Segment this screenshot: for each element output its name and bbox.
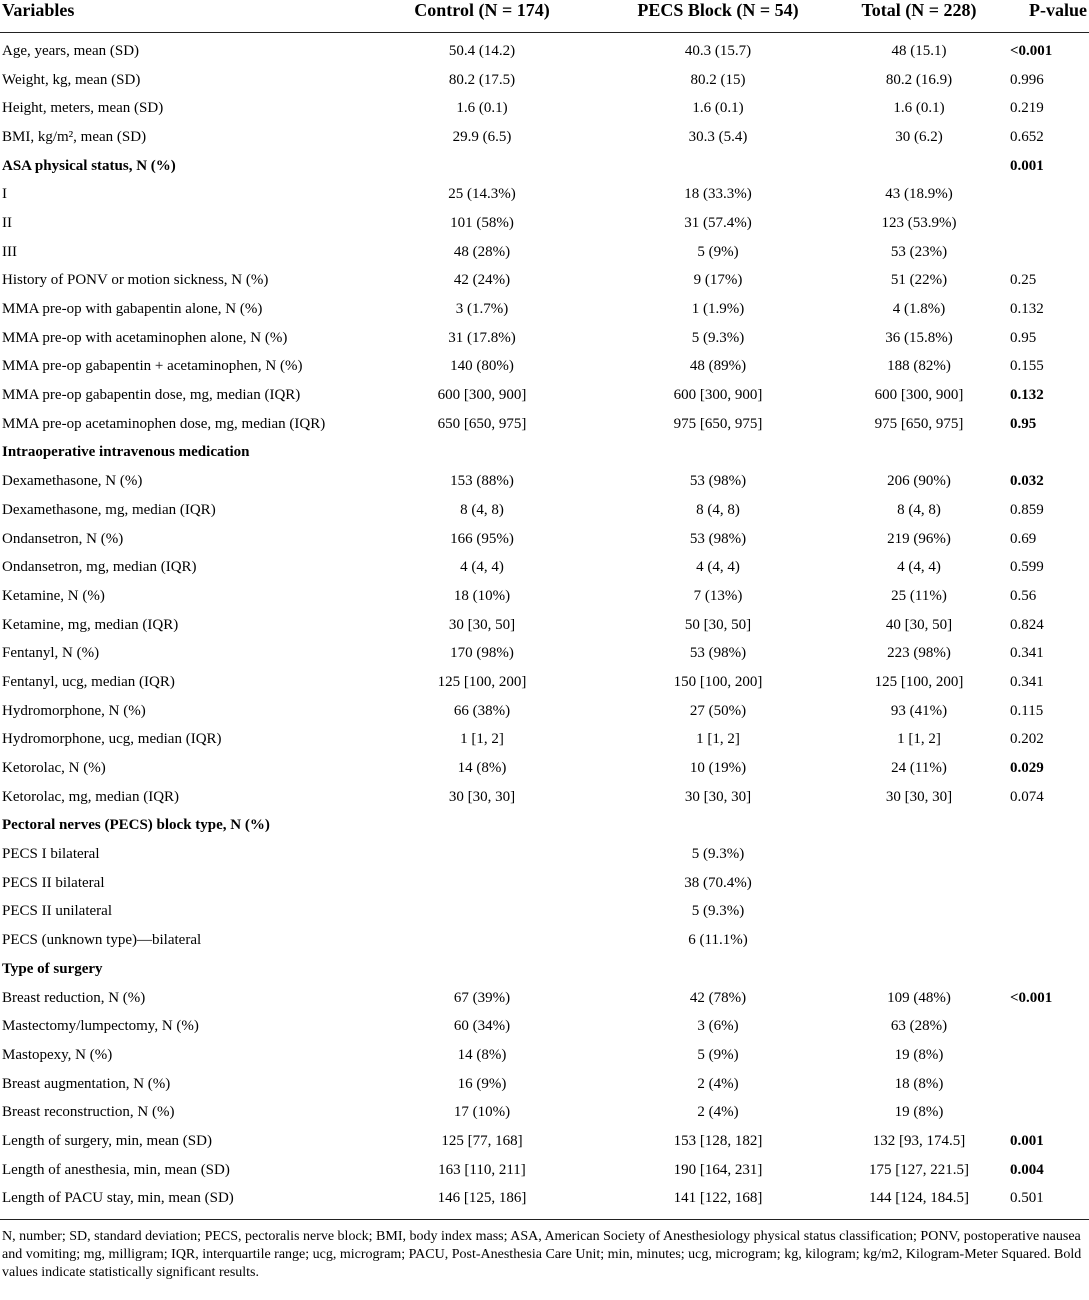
table-row	[0, 1185, 1089, 1220]
control-value: 14 (8%)	[457, 1046, 507, 1063]
control-value: 600 [300, 900]	[437, 387, 527, 404]
total-value: 63 (28%)	[890, 1018, 948, 1035]
total-value: 4 (4, 4)	[897, 559, 941, 576]
row-label: Length of PACU stay, min, mean (SD)	[0, 1185, 357, 1220]
control-value: 153 (88%)	[450, 473, 514, 490]
row-label: Ketamine, mg, median (IQR)	[2, 616, 179, 633]
control-value	[357, 898, 607, 927]
row-label: Weight, kg, mean (SD)	[2, 71, 141, 88]
table-row	[0, 353, 1089, 382]
p-value: 0.029	[1010, 760, 1044, 777]
table-row	[0, 324, 1089, 353]
row-label: Age, years, mean (SD)	[2, 42, 140, 59]
p-value: 0.824	[1010, 616, 1044, 633]
pecs-value: 53 (98%)	[689, 530, 747, 547]
total-value: 4 (1.8%)	[892, 301, 946, 318]
row-label: Ketorolac, mg, median (IQR)	[2, 788, 180, 805]
row-label: Ketamine, N (%)	[2, 587, 105, 604]
row-label: Dexamethasone, mg, median (IQR)	[2, 501, 216, 518]
control-value: 166 (95%)	[450, 530, 514, 547]
total-value: 1.6 (0.1)	[893, 100, 945, 117]
table-row	[0, 496, 1089, 525]
table-row	[0, 668, 1089, 697]
pecs-value: 30.3 (5.4)	[688, 128, 748, 145]
row-label: Fentanyl, N (%)	[2, 645, 100, 662]
row-label: Height, meters, mean (SD)	[2, 100, 164, 117]
row-label: PECS (unknown type)—bilateral	[2, 932, 202, 949]
pecs-value: 48 (89%)	[689, 358, 747, 375]
table-row	[0, 209, 1089, 238]
p-value	[1009, 840, 1089, 869]
control-value	[357, 840, 607, 869]
table-row	[0, 33, 1089, 66]
control-value: 170 (98%)	[450, 645, 514, 662]
pecs-value: 5 (9%)	[697, 243, 739, 260]
table-row	[0, 553, 1089, 582]
table-row	[0, 267, 1089, 296]
p-value: 0.074	[1010, 788, 1044, 805]
row-label: Type of surgery	[2, 960, 103, 977]
row-label: Ondansetron, N (%)	[2, 530, 124, 547]
row-label: PECS I bilateral	[2, 846, 100, 863]
p-value: 0.219	[1010, 100, 1044, 117]
total-value: 132 [93, 174.5]	[872, 1132, 966, 1149]
p-value: 0.69	[1010, 530, 1037, 547]
total-value: 40 [30, 50]	[885, 616, 953, 633]
control-value: 67 (39%)	[453, 989, 511, 1006]
p-value: 0.859	[1010, 501, 1044, 518]
total-value: 206 (90%)	[887, 473, 951, 490]
pecs-value: 190 [164, 231]	[673, 1161, 763, 1178]
pecs-value: 40.3 (15.7)	[684, 42, 752, 59]
pecs-value	[607, 152, 829, 181]
total-value: 30 (6.2)	[895, 128, 943, 145]
header-total: Total (N = 228)	[829, 0, 1009, 33]
header-p-value: P-value	[1009, 0, 1089, 33]
pecs-value: 5 (9.3%)	[691, 903, 745, 920]
total-value: 25 (11%)	[891, 587, 947, 604]
section-row	[0, 812, 1089, 841]
total-value: 48 (15.1)	[891, 42, 947, 59]
row-label: Length of anesthesia, min, mean (SD)	[2, 1161, 230, 1178]
control-value: 140 (80%)	[450, 358, 514, 375]
p-value: 0.341	[1010, 645, 1044, 662]
p-value: 0.001	[1010, 157, 1044, 174]
total-value	[829, 812, 1009, 841]
table-row	[0, 1041, 1089, 1070]
table-row	[0, 697, 1089, 726]
pecs-value: 38 (70.4%)	[684, 874, 752, 891]
table-row	[0, 1012, 1089, 1041]
table-row	[0, 525, 1089, 554]
p-value	[1009, 1041, 1089, 1070]
pecs-value: 2 (4%)	[697, 1075, 739, 1092]
total-value: 109 (48%)	[887, 989, 951, 1006]
table-body	[0, 33, 1089, 1220]
control-value: 17 (10%)	[453, 1104, 511, 1121]
total-value: 144 [124, 184.5]	[829, 1185, 1009, 1220]
pecs-value: 2 (4%)	[697, 1104, 739, 1121]
table-header-row	[0, 0, 1089, 33]
p-value: 0.202	[1010, 731, 1044, 748]
p-value: 0.132	[1010, 387, 1044, 404]
total-value: 975 [650, 975]	[874, 415, 964, 432]
section-row	[0, 152, 1089, 181]
header-pecs-block: PECS Block (N = 54)	[607, 0, 829, 33]
row-label: PECS II unilateral	[2, 903, 112, 920]
table-row	[0, 783, 1089, 812]
control-value: 60 (34%)	[453, 1018, 511, 1035]
p-value: 0.996	[1010, 71, 1044, 88]
pecs-value: 975 [650, 975]	[673, 415, 763, 432]
control-value	[357, 926, 607, 955]
control-value: 29.9 (6.5)	[452, 128, 512, 145]
row-label: PECS II bilateral	[2, 874, 105, 891]
pecs-value: 8 (4, 8)	[696, 501, 740, 518]
row-label: Hydromorphone, N (%)	[2, 702, 146, 719]
table-row	[0, 1127, 1089, 1156]
table-row	[0, 410, 1089, 439]
p-value	[1009, 1070, 1089, 1099]
row-label: Breast augmentation, N (%)	[2, 1075, 171, 1092]
p-value	[1009, 955, 1089, 984]
header-variables: Variables	[0, 0, 357, 33]
pecs-value: 7 (13%)	[693, 587, 743, 604]
row-label: MMA pre-op acetaminophen dose, mg, median (IQR)	[2, 415, 326, 432]
total-value	[829, 840, 1009, 869]
control-value: 101 (58%)	[450, 214, 514, 231]
pecs-value: 50 [30, 50]	[684, 616, 752, 633]
total-value: 188 (82%)	[887, 358, 951, 375]
control-value	[357, 439, 607, 468]
total-value: 36 (15.8%)	[885, 329, 953, 346]
pecs-value: 1 (1.9%)	[691, 301, 745, 318]
row-label: ASA physical status, N (%)	[2, 157, 176, 174]
p-value	[1009, 209, 1089, 238]
total-value: 223 (98%)	[887, 645, 951, 662]
control-value: 42 (24%)	[453, 272, 511, 289]
table-row	[0, 180, 1089, 209]
table-row	[0, 754, 1089, 783]
control-value: 3 (1.7%)	[455, 301, 509, 318]
total-value: 125 [100, 200]	[874, 673, 964, 690]
control-value: 50.4 (14.2)	[448, 42, 516, 59]
table-row	[0, 582, 1089, 611]
total-value: 175 [127, 221.5]	[869, 1161, 969, 1178]
table-row	[0, 840, 1089, 869]
p-value: 0.95	[1010, 329, 1037, 346]
p-value: 0.001	[1010, 1132, 1044, 1149]
header-control: Control (N = 174)	[357, 0, 607, 33]
total-value: 18 (8%)	[894, 1075, 944, 1092]
pecs-value: 31 (57.4%)	[684, 214, 752, 231]
pecs-value: 53 (98%)	[689, 645, 747, 662]
total-value: 53 (23%)	[890, 243, 948, 260]
section-row	[0, 439, 1089, 468]
pecs-value	[607, 439, 829, 468]
control-value: 66 (38%)	[453, 702, 511, 719]
row-label: I	[2, 186, 7, 203]
total-value: 1 [1, 2]	[897, 731, 941, 748]
p-value	[1009, 1098, 1089, 1127]
p-value: 0.004	[1010, 1161, 1044, 1178]
table-row	[0, 295, 1089, 324]
total-value	[829, 152, 1009, 181]
total-value: 600 [300, 900]	[874, 387, 964, 404]
total-value: 30 [30, 30]	[885, 788, 953, 805]
p-value: <0.001	[1010, 989, 1053, 1006]
row-label: Intraoperative intravenous medication	[2, 444, 250, 461]
control-value: 4 (4, 4)	[460, 559, 504, 576]
row-label: Mastopexy, N (%)	[2, 1046, 113, 1063]
table-row	[0, 123, 1089, 152]
table-row	[0, 1098, 1089, 1127]
total-value: 219 (96%)	[887, 530, 951, 547]
control-value	[357, 869, 607, 898]
control-value: 80.2 (17.5)	[448, 71, 516, 88]
row-label: MMA pre-op gabapentin + acetaminophen, N (%)	[2, 358, 303, 375]
total-value	[829, 926, 1009, 955]
total-value: 19 (8%)	[894, 1104, 944, 1121]
row-label: BMI, kg/m², mean (SD)	[2, 128, 147, 145]
p-value	[1009, 180, 1089, 209]
total-value: 43 (18.9%)	[885, 186, 953, 203]
control-value: 1 [1, 2]	[460, 731, 504, 748]
control-value: 650 [650, 975]	[437, 415, 527, 432]
p-value: <0.001	[1010, 42, 1053, 59]
table-row	[0, 238, 1089, 267]
pecs-value: 1.6 (0.1)	[692, 100, 744, 117]
pecs-value: 18 (33.3%)	[684, 186, 752, 203]
control-value	[357, 955, 607, 984]
total-value	[829, 439, 1009, 468]
pecs-value: 153 [128, 182]	[673, 1132, 763, 1149]
table-row	[0, 467, 1089, 496]
row-label: III	[2, 243, 17, 260]
p-value: 0.341	[1010, 673, 1044, 690]
pecs-value: 30 [30, 30]	[684, 788, 752, 805]
control-value	[357, 812, 607, 841]
table-row	[0, 869, 1089, 898]
row-label: Mastectomy/lumpectomy, N (%)	[2, 1018, 199, 1035]
pecs-value: 1 [1, 2]	[696, 731, 740, 748]
pecs-value: 6 (11.1%)	[688, 932, 748, 949]
pecs-value: 80.2 (15)	[690, 71, 746, 88]
pecs-value: 10 (19%)	[689, 760, 747, 777]
p-value	[1009, 812, 1089, 841]
table-row	[0, 926, 1089, 955]
control-value: 125 [100, 200]	[437, 673, 527, 690]
p-value	[1009, 238, 1089, 267]
p-value: 0.25	[1010, 272, 1037, 289]
control-value: 48 (28%)	[453, 243, 511, 260]
table-row	[0, 66, 1089, 95]
p-value	[1009, 898, 1089, 927]
control-value: 31 (17.8%)	[448, 329, 516, 346]
control-value: 30 [30, 30]	[448, 788, 516, 805]
control-value: 146 [125, 186]	[357, 1185, 607, 1220]
row-label: History of PONV or motion sickness, N (%)	[2, 272, 269, 289]
pecs-value: 5 (9.3%)	[691, 329, 745, 346]
table-row	[0, 611, 1089, 640]
row-label: MMA pre-op with acetaminophen alone, N (%)	[2, 329, 288, 346]
table-row	[0, 94, 1089, 123]
pecs-value: 600 [300, 900]	[673, 387, 763, 404]
p-value: 0.115	[1010, 702, 1044, 719]
table-row	[0, 1070, 1089, 1099]
table-row	[0, 639, 1089, 668]
p-value: 0.132	[1010, 301, 1044, 318]
row-label: Fentanyl, ucg, median (IQR)	[2, 673, 175, 690]
pecs-value: 27 (50%)	[689, 702, 747, 719]
control-value: 14 (8%)	[457, 760, 507, 777]
p-value	[1009, 1012, 1089, 1041]
control-value: 18 (10%)	[453, 587, 511, 604]
pecs-value: 5 (9%)	[697, 1046, 739, 1063]
pecs-value: 4 (4, 4)	[696, 559, 740, 576]
pecs-value	[607, 955, 829, 984]
row-label: MMA pre-op with gabapentin alone, N (%)	[2, 301, 263, 318]
p-value: 0.032	[1010, 473, 1044, 490]
total-value	[829, 898, 1009, 927]
control-value: 16 (9%)	[457, 1075, 507, 1092]
control-value: 125 [77, 168]	[441, 1132, 523, 1149]
control-value: 1.6 (0.1)	[456, 100, 508, 117]
p-value: 0.501	[1009, 1185, 1089, 1220]
p-value	[1009, 439, 1089, 468]
p-value	[1009, 869, 1089, 898]
row-label: Ketorolac, N (%)	[2, 760, 106, 777]
row-label: Length of surgery, min, mean (SD)	[2, 1132, 212, 1149]
control-value: 163 [110, 211]	[438, 1161, 526, 1178]
section-row	[0, 955, 1089, 984]
control-value	[357, 152, 607, 181]
total-value: 80.2 (16.9)	[885, 71, 953, 88]
p-value: 0.56	[1010, 587, 1037, 604]
total-value: 93 (41%)	[890, 702, 948, 719]
pecs-value	[607, 812, 829, 841]
row-label: Breast reconstruction, N (%)	[2, 1104, 175, 1121]
pecs-value: 3 (6%)	[697, 1018, 739, 1035]
pecs-value: 150 [100, 200]	[673, 673, 763, 690]
total-value	[829, 955, 1009, 984]
table-row	[0, 984, 1089, 1013]
p-value: 0.155	[1010, 358, 1044, 375]
table-row	[0, 1156, 1089, 1185]
pecs-value: 141 [122, 168]	[607, 1185, 829, 1220]
total-value	[829, 869, 1009, 898]
table-row	[0, 726, 1089, 755]
control-value: 8 (4, 8)	[460, 501, 504, 518]
row-label: Ondansetron, mg, median (IQR)	[2, 559, 197, 576]
table-footnote: N, number; SD, standard deviation; PECS, pectoralis nerve block; BMI, body index mass; ASA, American Society of Anesthesiology physical status classification; PONV, postoperative nausea and vomiting; mg, milligram; IQR, interquartile range; ucg, microgram; PACU, Post-Anesthesia Care Unit; min, minutes; ucg, microgram; kg, kilogram; kg/m2, Kilogram-Meter Squared. Bold values indicate statistically significant results.	[2, 1229, 1082, 1281]
table-row	[0, 381, 1089, 410]
p-value	[1009, 926, 1089, 955]
row-label: Breast reduction, N (%)	[2, 989, 146, 1006]
total-value: 51 (22%)	[890, 272, 948, 289]
pecs-value: 5 (9.3%)	[691, 846, 745, 863]
row-label: Pectoral nerves (PECS) block type, N (%)	[2, 817, 270, 834]
total-value: 8 (4, 8)	[897, 501, 941, 518]
total-value: 123 (53.9%)	[881, 214, 957, 231]
row-label: MMA pre-op gabapentin dose, mg, median (IQR)	[2, 387, 301, 404]
control-value: 25 (14.3%)	[448, 186, 516, 203]
table-row	[0, 898, 1089, 927]
control-value: 30 [30, 50]	[448, 616, 516, 633]
pecs-value: 42 (78%)	[689, 989, 747, 1006]
p-value: 0.652	[1010, 128, 1044, 145]
pecs-value: 53 (98%)	[689, 473, 747, 490]
p-value: 0.95	[1010, 415, 1037, 432]
row-label: Hydromorphone, ucg, median (IQR)	[2, 731, 222, 748]
total-value: 19 (8%)	[894, 1046, 944, 1063]
total-value: 24 (11%)	[891, 760, 947, 777]
row-label: Dexamethasone, N (%)	[2, 473, 143, 490]
row-label: II	[2, 214, 12, 231]
pecs-value: 9 (17%)	[693, 272, 743, 289]
p-value: 0.599	[1010, 559, 1044, 576]
